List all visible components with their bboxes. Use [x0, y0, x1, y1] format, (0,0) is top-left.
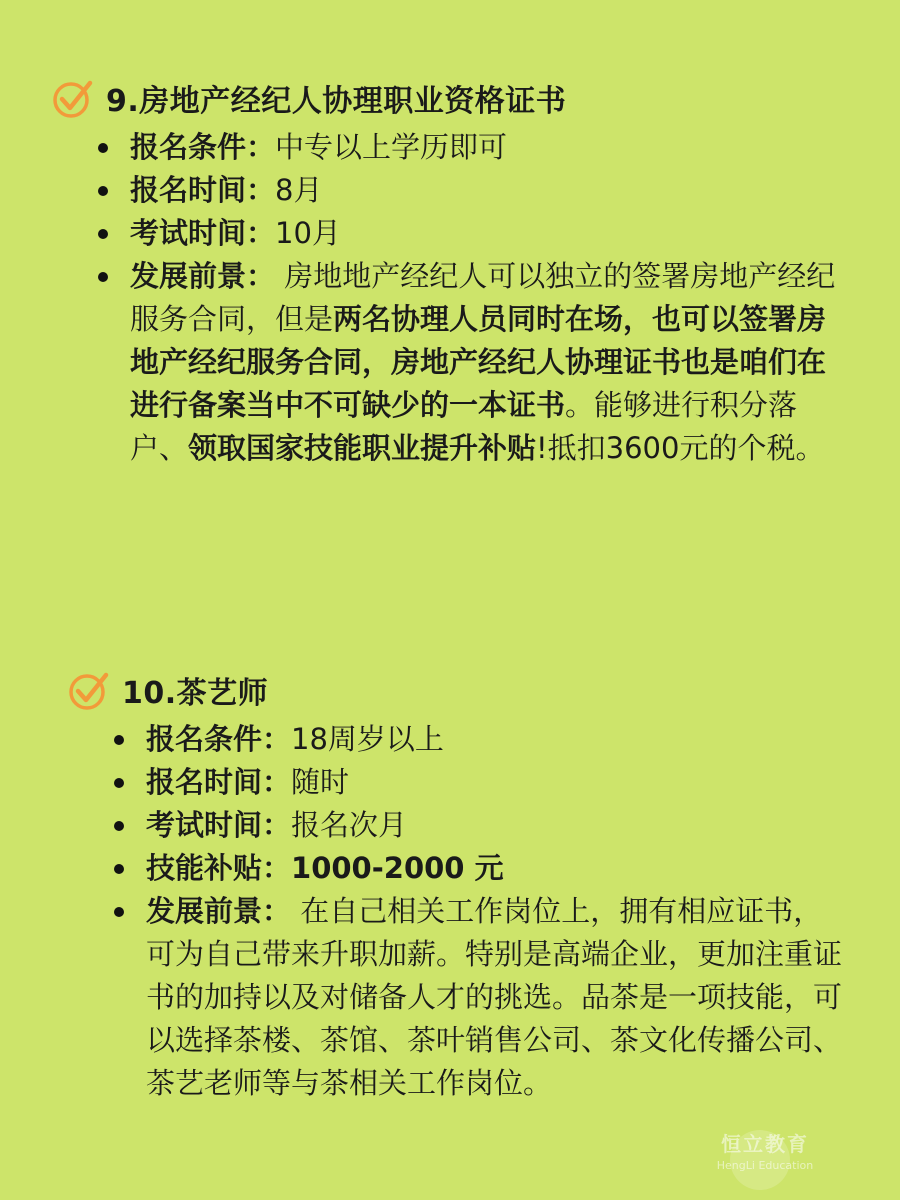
item-text: !抵扣3600元的个税。	[536, 431, 825, 465]
item-emphasis: 两名协理人员同时在场，也可以签署房地产经纪服务合同，房地产经纪人协理证书也是咱们在进行备案当中不可缺少的一本证书	[130, 302, 827, 422]
item-value: 随时	[291, 765, 350, 799]
item-label: 考试时间：	[130, 216, 276, 250]
section-real-estate-agent	[52, 76, 842, 470]
item-label: 考试时间：	[146, 808, 292, 842]
list-item	[98, 255, 842, 470]
item-label: 技能补贴：	[146, 851, 292, 885]
section-tea-artist	[68, 668, 848, 1105]
list-item	[114, 890, 848, 1105]
item-value: 中专以上学历即可	[275, 130, 508, 164]
watermark-subtext: HengLi Education	[716, 1159, 814, 1172]
list-item	[98, 169, 842, 212]
list-item	[114, 718, 848, 761]
item-label: 发展前景：	[130, 259, 276, 293]
section-heading	[52, 76, 842, 120]
requirement-list	[68, 718, 848, 1105]
list-item	[98, 126, 842, 169]
item-text: 。能够进行积分落户、	[130, 388, 798, 465]
watermark-text: 恒立教育	[721, 1132, 809, 1156]
item-label: 报名条件：	[130, 130, 276, 164]
item-value: 1000-2000 元	[291, 851, 504, 885]
requirement-list	[52, 126, 842, 470]
check-circle-icon	[52, 77, 94, 119]
section-title: 9.房地产经纪人协理职业资格证书	[106, 84, 567, 119]
list-item	[114, 804, 848, 847]
item-value: 10月	[275, 216, 341, 250]
item-value: 8月	[275, 173, 323, 207]
list-item	[98, 212, 842, 255]
item-label: 发展前景：	[146, 894, 292, 928]
item-text: 房地地产经纪人可以独立的签署房地产经纪服务合同，但是	[130, 259, 836, 336]
item-value: 报名次月	[291, 808, 408, 842]
item-label: 报名条件：	[146, 722, 292, 756]
item-label: 报名时间：	[130, 173, 276, 207]
watermark	[700, 1128, 830, 1172]
item-value: 在自己相关工作岗位上，拥有相应证书，可为自己带来升职加薪。特别是高端企业，更加注重证书的加持以及对储备人才的挑选。品茶是一项技能，可以选择茶楼、茶馆、茶叶销售公司、茶文化传播公司、茶艺老师等与茶相关工作岗位。	[146, 894, 843, 1100]
list-item	[114, 761, 848, 804]
item-label: 报名时间：	[146, 765, 292, 799]
list-item	[114, 847, 848, 890]
item-emphasis: 领取国家技能职业提升补贴	[188, 431, 537, 465]
section-title: 10.茶艺师	[122, 676, 269, 711]
check-circle-icon	[68, 669, 110, 711]
section-heading	[68, 668, 848, 712]
item-value: 18周岁以上	[291, 722, 444, 756]
